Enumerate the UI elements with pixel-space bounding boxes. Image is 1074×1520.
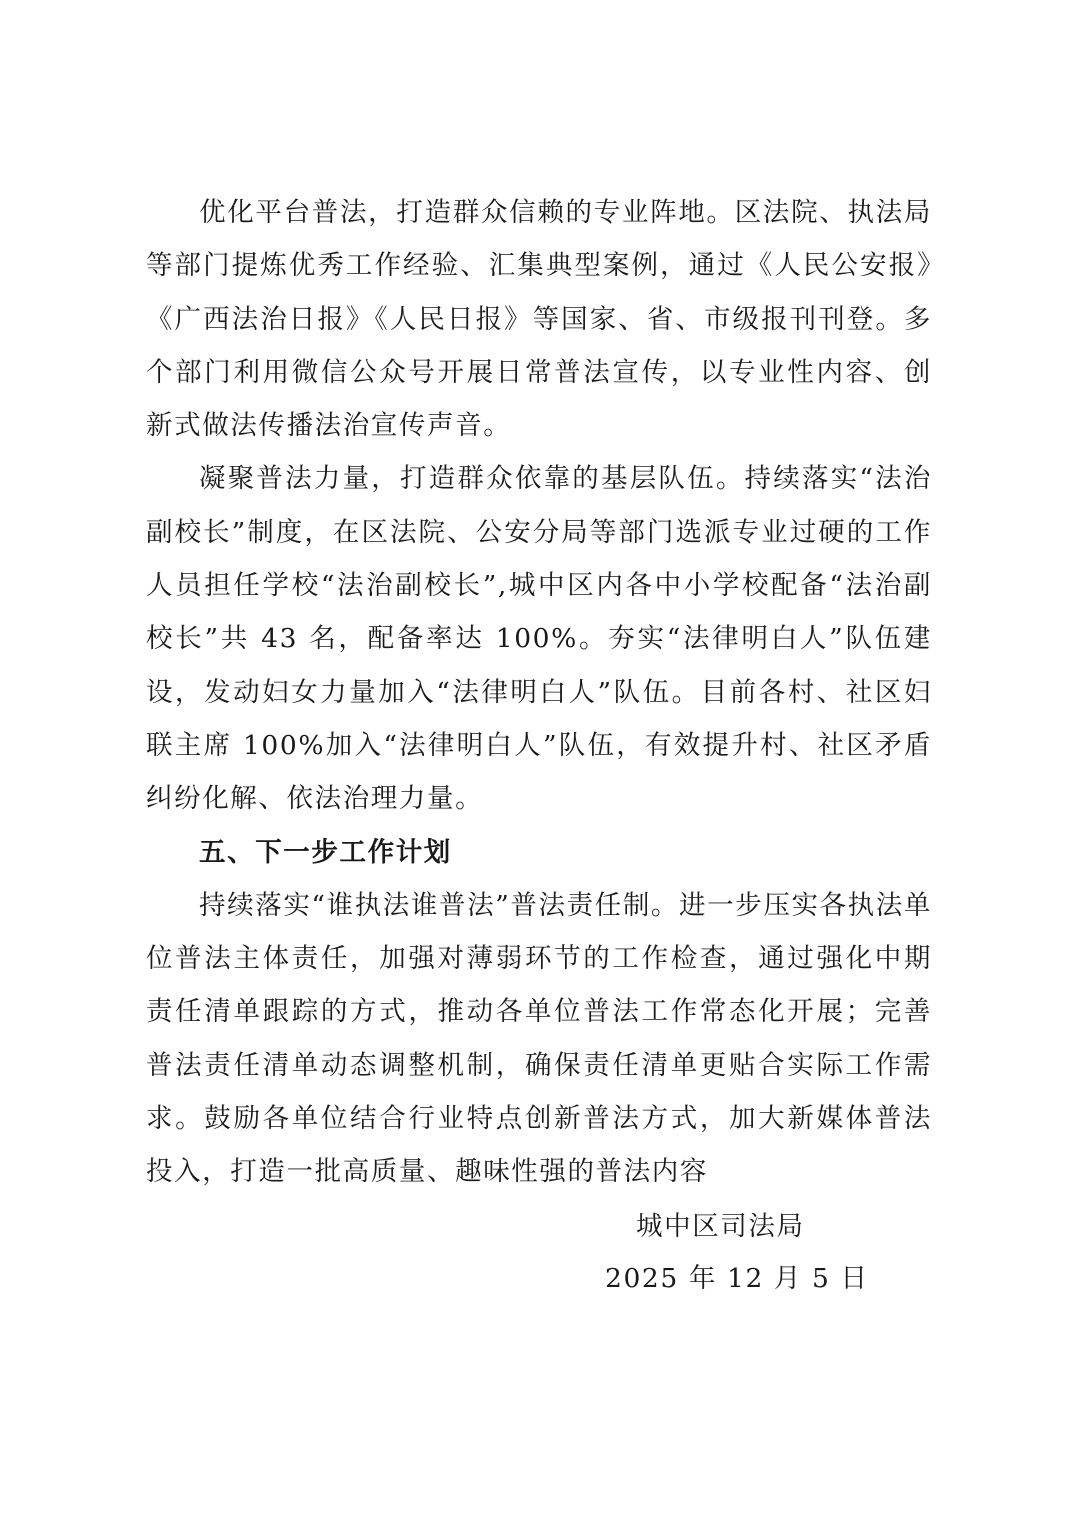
section-heading: 五、下一步工作计划 — [199, 836, 452, 868]
paragraph-work-plan: 持续落实“谁执法谁普法”普法责任制。进一步压实各执法单位普法主体责任，加强对薄弱环节的工作检查，通过强化中期责任清单跟踪的方式，推动各单位普法工作常态化开展；完善普法责任清单动态调整机制，确保责任清单更贴合实际工作需求。鼓励各单位结合行业特点创新普法方式，加大新媒体普法投入，打造一批高质量、趣味性强的普法内容 — [146, 889, 932, 1188]
paragraph-platform-publicity: 优化平台普法，打造群众信赖的专业阵地。区法院、执法局等部门提炼优秀工作经验、汇集典型案例，通过《人民公安报》《广西法治日报》《人民日报》等国家、省、市级报刊刊登。多个部门利用微信公众号开展日常普法宣传，以专业性内容、创新式做法传播法治宣传声音。 — [146, 197, 932, 442]
document-body — [146, 186, 932, 1199]
signature-organization: 城中区司法局 — [636, 1211, 805, 1242]
paragraph-grassroots-team: 凝聚普法力量，打造群众依靠的基层队伍。持续落实“法治副校长”制度，在区法院、公安分局等部门选派专业过硬的工作人员担任学校“法治副校长”,城中区内各中小学校配备“法治副校长”共 43 名，配备率达 100%。夯实“法律明白人”队伍建设，发动妇女力量加入“法律明白人”队伍。目前各村、社区妇联主席 100%加入“法律明白人”队伍，有效提升村、社区矛盾纠纷化解、依法治理力量。 — [146, 463, 932, 815]
signature-date: 2025 年 12 月 5 日 — [605, 1263, 869, 1294]
